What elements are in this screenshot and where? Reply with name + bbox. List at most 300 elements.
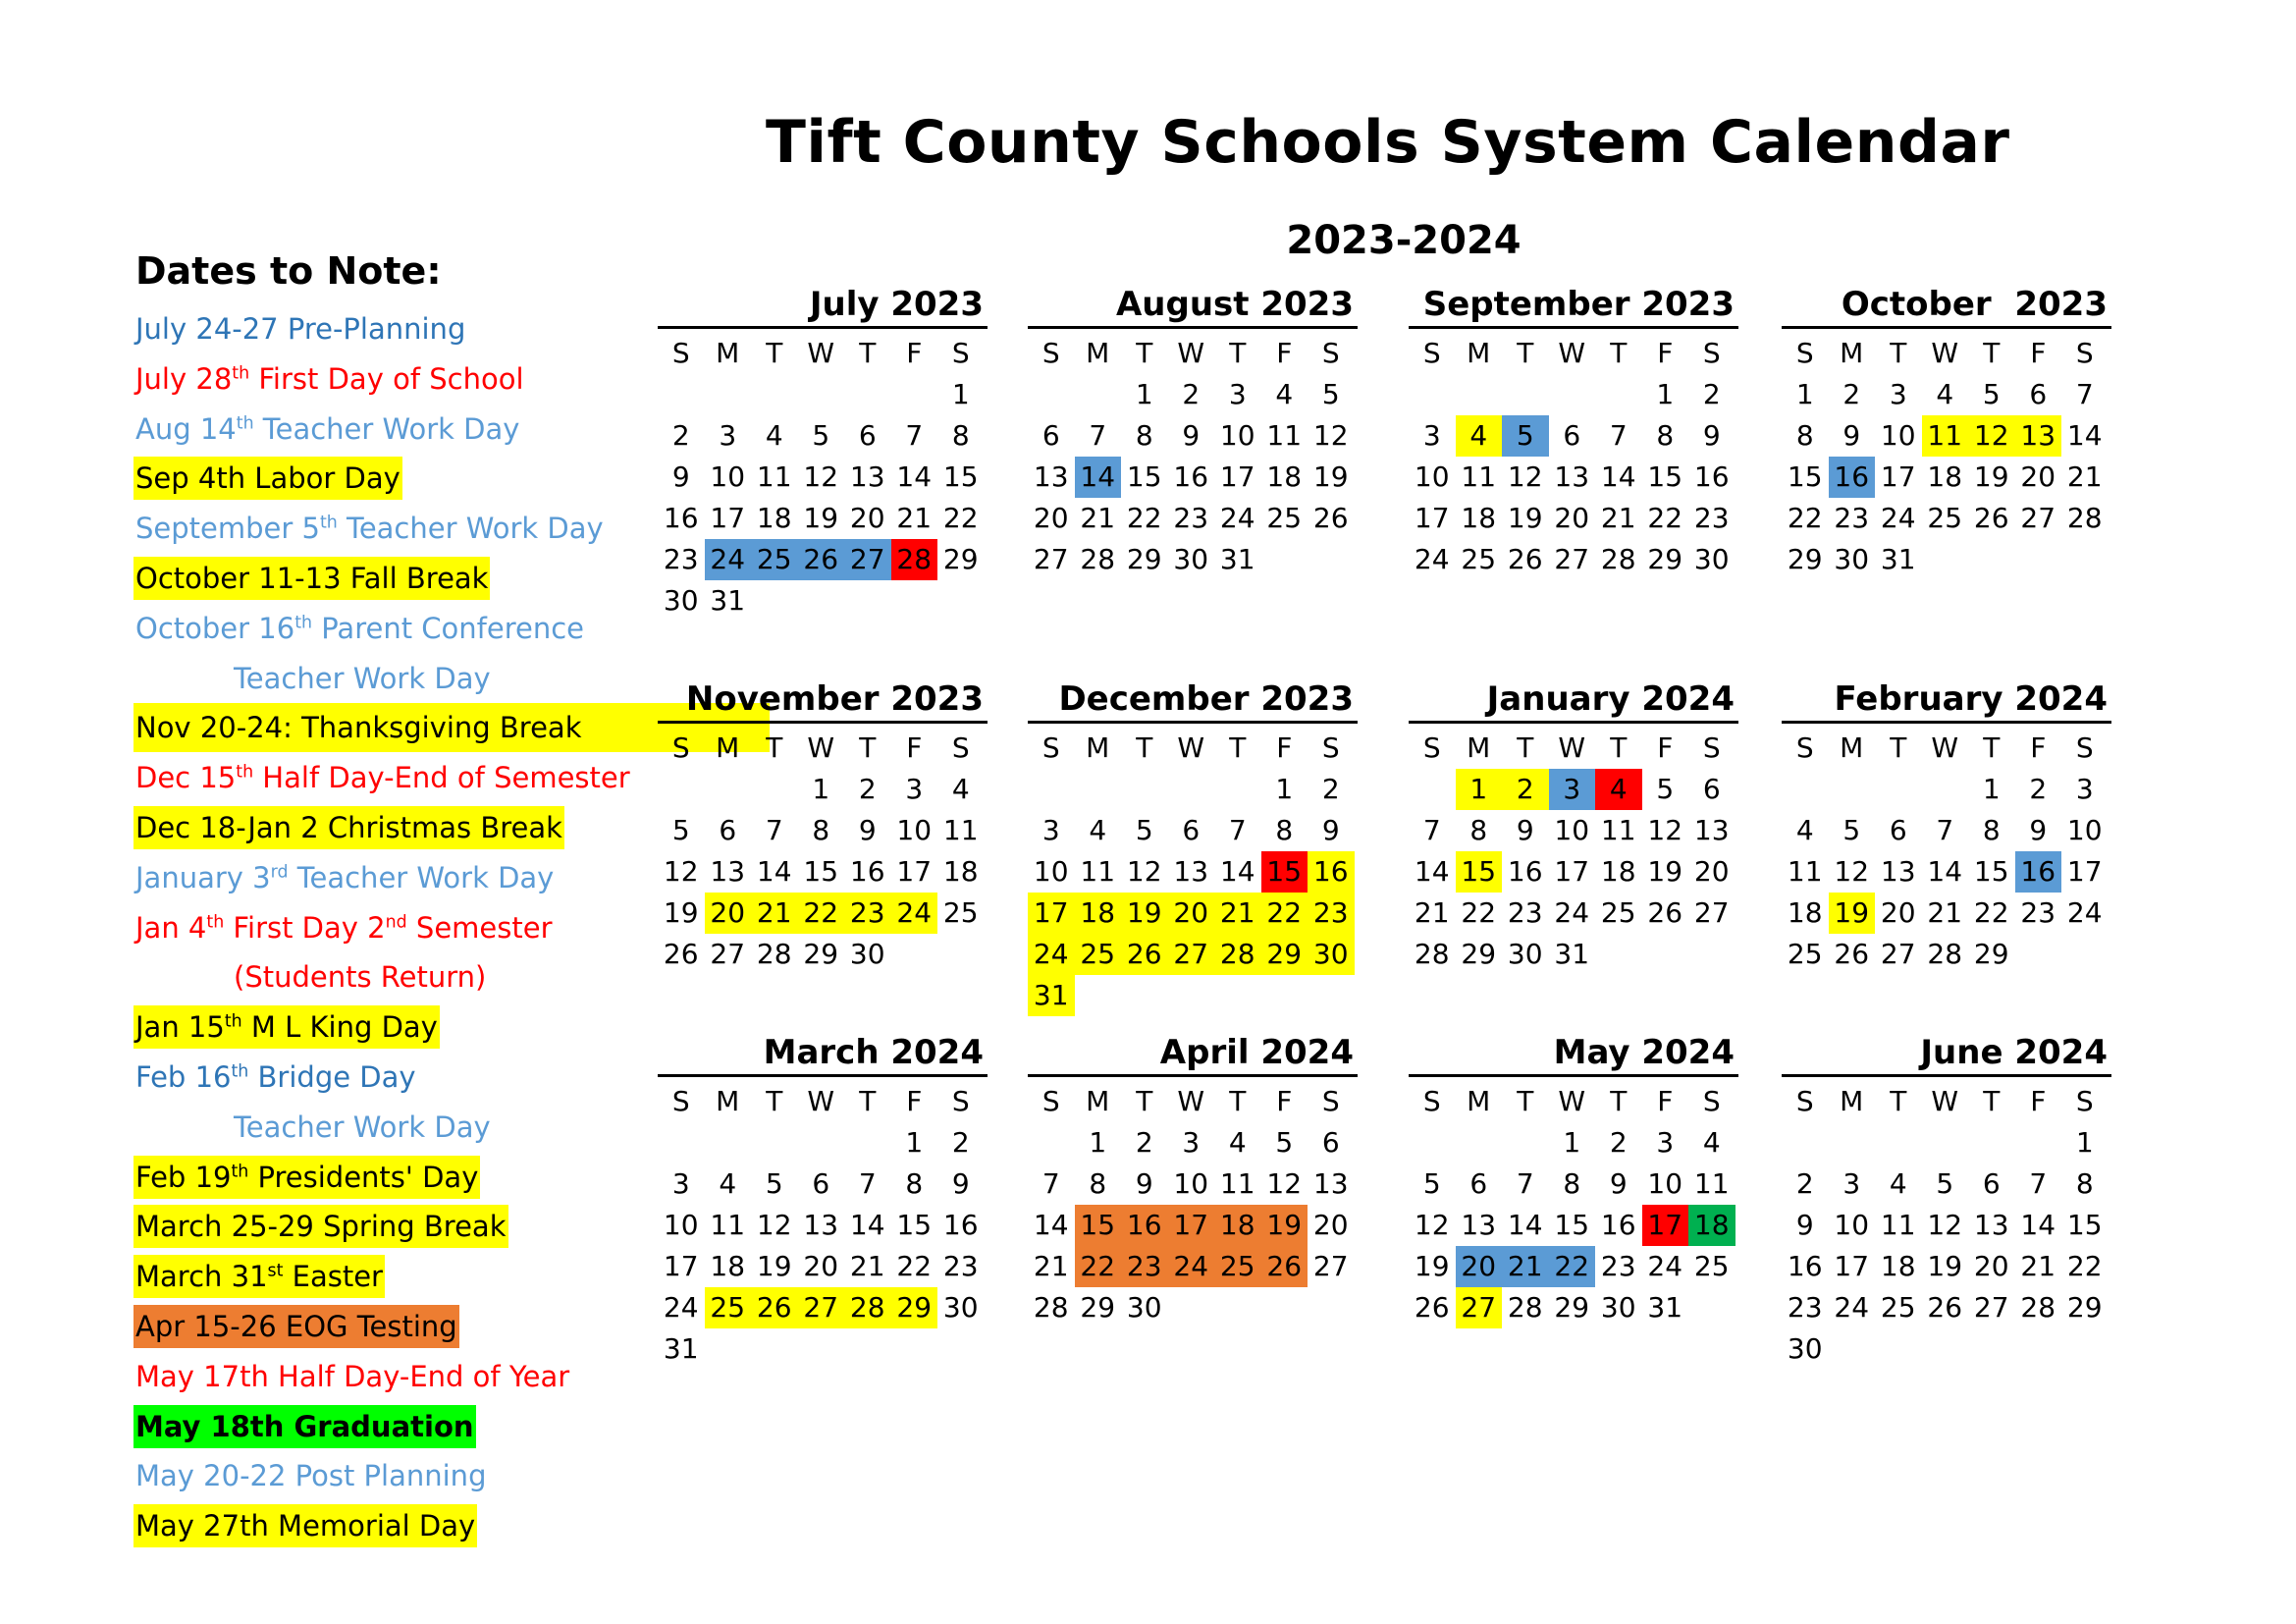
month-divider	[1028, 1074, 1358, 1077]
weekday-header: T	[859, 337, 877, 369]
weekday-header: F	[1276, 337, 1293, 369]
day-cell: 26	[1507, 543, 1543, 575]
day-cell: 28	[2066, 502, 2103, 534]
month-day-grid	[1782, 333, 2111, 580]
day-cell: 21	[1600, 502, 1636, 534]
day-cell: 26	[1312, 502, 1349, 534]
month-day-grid	[1782, 1081, 2111, 1370]
note-text: May 17th Half Day-End of Year	[135, 1359, 570, 1393]
day-cell: 9	[1135, 1167, 1153, 1200]
day-cell: 31	[1219, 543, 1255, 575]
note-item	[133, 1202, 644, 1252]
highlighted-day-cell: 29	[891, 1287, 938, 1328]
day-cell: 17	[663, 1250, 699, 1282]
note-item	[133, 753, 644, 803]
empty-cell	[1875, 769, 1922, 810]
day-cell: 30	[849, 938, 885, 970]
note-text: Feb 16th Bridge Day	[135, 1059, 416, 1094]
weekday-header: M	[1086, 1085, 1110, 1117]
weekday-header: S	[951, 731, 970, 764]
day-cell: 17	[896, 855, 933, 888]
day-cell: 13	[1033, 460, 1069, 493]
month-divider	[658, 721, 988, 724]
month-day-grid	[1409, 333, 1738, 580]
day-cell: 24	[1554, 896, 1590, 929]
day-cell: 27	[1554, 543, 1590, 575]
empty-cell	[1782, 1122, 1829, 1164]
day-cell: 5	[1422, 1167, 1441, 1200]
empty-cell	[1595, 374, 1642, 415]
day-cell: 7	[1609, 419, 1628, 452]
day-cell: 13	[1693, 814, 1730, 846]
day-cell: 30	[1507, 938, 1543, 970]
day-cell: 18	[1266, 460, 1303, 493]
day-cell: 4	[1889, 1167, 1907, 1200]
day-cell: 16	[1693, 460, 1730, 493]
highlighted-day-cell: 14	[1075, 457, 1122, 498]
day-cell: 25	[1461, 543, 1497, 575]
day-cell: 10	[1554, 814, 1590, 846]
weekday-header: W	[807, 731, 835, 764]
day-cell: 9	[671, 460, 690, 493]
note-text: Jan 15th M L King Day	[133, 1005, 440, 1049]
month-calendar	[658, 285, 988, 622]
weekday-header: T	[766, 1085, 783, 1117]
day-cell: 12	[1834, 855, 1870, 888]
day-cell: 2	[671, 419, 690, 452]
day-cell: 6	[1563, 419, 1581, 452]
day-cell: 10	[1834, 1209, 1870, 1241]
weekday-header: S	[1041, 731, 1060, 764]
highlighted-day-cell: 15	[1456, 851, 1503, 893]
day-cell: 8	[905, 1167, 924, 1200]
day-cell: 24	[1647, 1250, 1683, 1282]
day-cell: 18	[756, 502, 792, 534]
weekday-header: M	[1467, 731, 1491, 764]
weekday-header: F	[906, 731, 923, 764]
day-cell: 5	[1135, 814, 1153, 846]
empty-cell	[751, 769, 798, 810]
weekday-header: T	[1517, 1085, 1534, 1117]
day-cell: 15	[1973, 855, 2009, 888]
weekday-header: T	[859, 731, 877, 764]
day-cell: 10	[2066, 814, 2103, 846]
highlighted-day-cell: 22	[1075, 1246, 1122, 1287]
day-cell: 19	[803, 502, 839, 534]
empty-cell	[1502, 374, 1549, 415]
weekday-header: S	[1321, 1085, 1340, 1117]
day-cell: 21	[1033, 1250, 1069, 1282]
empty-cell	[705, 374, 752, 415]
empty-cell	[658, 374, 705, 415]
day-cell: 11	[1080, 855, 1116, 888]
weekday-header: S	[1321, 731, 1340, 764]
weekday-header: T	[1983, 731, 2001, 764]
note-text: May 18th Graduation	[133, 1405, 476, 1448]
weekday-header: T	[1610, 337, 1628, 369]
day-cell: 31	[710, 584, 746, 617]
day-cell: 14	[1033, 1209, 1069, 1241]
highlighted-day-cell: 16	[1121, 1205, 1168, 1246]
weekday-header: M	[1467, 1085, 1491, 1117]
day-cell: 22	[942, 502, 979, 534]
month-divider	[658, 1074, 988, 1077]
empty-cell	[1549, 374, 1596, 415]
empty-cell	[1409, 1122, 1456, 1164]
weekday-header: M	[1467, 337, 1491, 369]
day-cell: 9	[951, 1167, 970, 1200]
empty-cell	[1968, 1122, 2015, 1164]
day-cell: 15	[1647, 460, 1683, 493]
empty-cell	[844, 1122, 891, 1164]
day-cell: 10	[896, 814, 933, 846]
highlighted-day-cell: 12	[1968, 415, 2015, 457]
day-cell: 28	[1927, 938, 1963, 970]
weekday-header: S	[1321, 337, 1340, 369]
month-day-grid	[1782, 728, 2111, 975]
day-cell: 7	[1516, 1167, 1534, 1200]
day-cell: 4	[951, 773, 970, 805]
day-cell: 3	[1656, 1126, 1675, 1159]
day-cell: 30	[1693, 543, 1730, 575]
day-cell: 20	[849, 502, 885, 534]
empty-cell	[751, 1122, 798, 1164]
day-cell: 12	[663, 855, 699, 888]
highlighted-day-cell: 25	[1075, 934, 1122, 975]
day-cell: 4	[1795, 814, 1814, 846]
weekday-header: T	[1136, 731, 1153, 764]
highlighted-day-cell: 20	[1456, 1246, 1503, 1287]
note-text: July 28th First Day of School	[135, 361, 524, 396]
highlighted-day-cell: 27	[1168, 934, 1215, 975]
weekday-header: T	[1890, 1085, 1907, 1117]
note-item	[133, 504, 644, 554]
day-cell: 7	[1422, 814, 1441, 846]
weekday-header: F	[1657, 1085, 1674, 1117]
day-cell: 29	[1647, 543, 1683, 575]
day-cell: 26	[1927, 1291, 1963, 1324]
day-cell: 19	[1507, 502, 1543, 534]
empty-cell	[891, 374, 938, 415]
day-cell: 5	[671, 814, 690, 846]
highlighted-day-cell: 3	[1549, 769, 1596, 810]
day-cell: 29	[2066, 1291, 2103, 1324]
day-cell: 10	[1219, 419, 1255, 452]
day-cell: 20	[1880, 896, 1916, 929]
empty-cell	[1782, 769, 1829, 810]
highlighted-day-cell: 31	[1028, 975, 1075, 1016]
day-cell: 19	[1312, 460, 1349, 493]
dates-to-note-list	[133, 304, 644, 1551]
note-item	[133, 1252, 644, 1302]
day-cell: 2	[951, 1126, 970, 1159]
highlighted-day-cell: 15	[1261, 851, 1308, 893]
note-item	[133, 354, 644, 405]
month-day-grid	[1409, 728, 1738, 975]
day-cell: 17	[1834, 1250, 1870, 1282]
weekday-header: F	[1657, 731, 1674, 764]
highlighted-day-cell: 28	[891, 539, 938, 580]
day-cell: 14	[1927, 855, 1963, 888]
day-cell: 19	[1647, 855, 1683, 888]
highlighted-day-cell: 22	[798, 893, 845, 934]
dates-to-note-heading: Dates to Note:	[135, 249, 442, 293]
day-cell: 15	[1126, 460, 1162, 493]
day-cell: 16	[942, 1209, 979, 1241]
day-cell: 8	[2075, 1167, 2094, 1200]
note-item	[133, 952, 644, 1002]
weekday-header: S	[951, 337, 970, 369]
highlighted-day-cell: 22	[1261, 893, 1308, 934]
day-cell: 6	[1182, 814, 1201, 846]
empty-cell	[1075, 374, 1122, 415]
day-cell: 3	[1422, 419, 1441, 452]
empty-cell	[1829, 1122, 1876, 1164]
day-cell: 18	[710, 1250, 746, 1282]
note-text: Jan 4th First Day 2nd Semester	[135, 910, 553, 945]
day-cell: 8	[1795, 419, 1814, 452]
day-cell: 16	[1787, 1250, 1823, 1282]
day-cell: 8	[1563, 1167, 1581, 1200]
empty-cell	[1922, 769, 1969, 810]
day-cell: 11	[1787, 855, 1823, 888]
day-cell: 6	[2029, 378, 2048, 410]
weekday-header: S	[1795, 1085, 1814, 1117]
month-divider	[1782, 721, 2111, 724]
day-cell: 15	[2066, 1209, 2103, 1241]
note-item	[133, 304, 644, 354]
day-cell: 26	[1834, 938, 1870, 970]
day-cell: 17	[1414, 502, 1450, 534]
day-cell: 18	[1600, 855, 1636, 888]
day-cell: 23	[942, 1250, 979, 1282]
weekday-header: T	[766, 731, 783, 764]
day-cell: 8	[812, 814, 830, 846]
day-cell: 21	[2020, 1250, 2056, 1282]
day-cell: 27	[1693, 896, 1730, 929]
month-calendar	[1028, 679, 1358, 1016]
day-cell: 3	[719, 419, 737, 452]
weekday-header: F	[906, 1085, 923, 1117]
day-cell: 24	[1834, 1291, 1870, 1324]
day-cell: 2	[1842, 378, 1861, 410]
month-title: December 2023	[1058, 679, 1354, 719]
day-cell: 25	[1600, 896, 1636, 929]
highlighted-day-cell: 26	[751, 1287, 798, 1328]
day-cell: 11	[1266, 419, 1303, 452]
day-cell: 1	[1795, 378, 1814, 410]
month-divider	[1409, 1074, 1738, 1077]
weekday-header: S	[2075, 1085, 2094, 1117]
weekday-header: M	[716, 1085, 740, 1117]
day-cell: 19	[1927, 1250, 1963, 1282]
month-title: January 2024	[1486, 679, 1735, 719]
note-text: Dec 18-Jan 2 Christmas Break	[133, 806, 564, 849]
day-cell: 31	[1880, 543, 1916, 575]
day-cell: 23	[1693, 502, 1730, 534]
day-cell: 11	[1600, 814, 1636, 846]
highlighted-day-cell: 2	[1502, 769, 1549, 810]
day-cell: 19	[1414, 1250, 1450, 1282]
highlighted-day-cell: 4	[1595, 769, 1642, 810]
highlighted-day-cell: 16	[1829, 457, 1876, 498]
day-cell: 18	[1787, 896, 1823, 929]
month-calendar	[1409, 679, 1738, 975]
month-divider	[1409, 721, 1738, 724]
day-cell: 13	[710, 855, 746, 888]
weekday-header: W	[1558, 1085, 1586, 1117]
weekday-header: F	[2030, 731, 2047, 764]
day-cell: 1	[1982, 773, 2001, 805]
empty-cell	[1028, 374, 1075, 415]
empty-cell	[1028, 769, 1075, 810]
day-cell: 13	[1554, 460, 1590, 493]
empty-cell	[751, 374, 798, 415]
weekday-header: W	[1177, 1085, 1205, 1117]
day-cell: 23	[663, 543, 699, 575]
day-cell: 8	[951, 419, 970, 452]
highlighted-day-cell: 21	[1214, 893, 1261, 934]
day-cell: 30	[1787, 1332, 1823, 1365]
day-cell: 3	[2075, 773, 2094, 805]
weekday-header: F	[2030, 1085, 2047, 1117]
day-cell: 24	[1414, 543, 1450, 575]
month-title: June 2024	[1920, 1033, 2108, 1072]
day-cell: 11	[1693, 1167, 1730, 1200]
day-cell: 2	[858, 773, 877, 805]
day-cell: 29	[803, 938, 839, 970]
day-cell: 14	[1600, 460, 1636, 493]
note-item	[133, 1501, 644, 1551]
day-cell: 1	[1135, 378, 1153, 410]
note-text: Dec 15th Half Day-End of Semester	[135, 761, 630, 795]
day-cell: 22	[1126, 502, 1162, 534]
day-cell: 6	[1982, 1167, 2001, 1200]
day-cell: 10	[1647, 1167, 1683, 1200]
day-cell: 22	[2066, 1250, 2103, 1282]
weekday-header: S	[1702, 1085, 1721, 1117]
highlighted-day-cell: 23	[1308, 893, 1355, 934]
weekday-header: T	[1890, 731, 1907, 764]
month-title: September 2023	[1422, 285, 1735, 324]
weekday-header: S	[1422, 1085, 1441, 1117]
highlighted-day-cell: 26	[1261, 1246, 1308, 1287]
day-cell: 14	[1507, 1209, 1543, 1241]
highlighted-day-cell: 4	[1456, 415, 1503, 457]
day-cell: 30	[663, 584, 699, 617]
highlighted-day-cell: 19	[1121, 893, 1168, 934]
highlighted-day-cell: 27	[798, 1287, 845, 1328]
day-cell: 18	[1461, 502, 1497, 534]
weekday-header: F	[1276, 731, 1293, 764]
month-title: March 2024	[763, 1033, 984, 1072]
empty-cell	[1214, 769, 1261, 810]
day-cell: 15	[1787, 460, 1823, 493]
day-cell: 7	[1089, 419, 1107, 452]
day-cell: 8	[1089, 1167, 1107, 1200]
day-cell: 25	[1693, 1250, 1730, 1282]
weekday-header: M	[1086, 731, 1110, 764]
empty-cell	[705, 769, 752, 810]
month-calendar	[658, 1033, 988, 1370]
day-cell: 27	[1973, 1291, 2009, 1324]
day-cell: 6	[1702, 773, 1721, 805]
day-cell: 24	[663, 1291, 699, 1324]
day-cell: 3	[905, 773, 924, 805]
day-cell: 6	[719, 814, 737, 846]
weekday-header: W	[1931, 1085, 1959, 1117]
month-title: February 2024	[1834, 679, 2108, 719]
note-item	[133, 1153, 644, 1203]
day-cell: 28	[756, 938, 792, 970]
weekday-header: T	[1229, 337, 1247, 369]
empty-cell	[2015, 1122, 2062, 1164]
month-calendar	[658, 679, 988, 975]
day-cell: 27	[1312, 1250, 1349, 1282]
day-cell: 23	[1173, 502, 1209, 534]
empty-cell	[1875, 1122, 1922, 1164]
weekday-header: T	[1517, 731, 1534, 764]
day-cell: 28	[1507, 1291, 1543, 1324]
day-cell: 26	[1647, 896, 1683, 929]
weekday-header: W	[807, 1085, 835, 1117]
highlighted-day-cell: 24	[1168, 1246, 1215, 1287]
weekday-header: M	[1840, 337, 1864, 369]
day-cell: 15	[803, 855, 839, 888]
day-cell: 19	[1973, 460, 2009, 493]
day-cell: 20	[1973, 1250, 2009, 1282]
day-cell: 14	[1414, 855, 1450, 888]
empty-cell	[1028, 1122, 1075, 1164]
weekday-header: T	[1517, 337, 1534, 369]
day-cell: 17	[1880, 460, 1916, 493]
month-calendar	[1409, 285, 1738, 580]
highlighted-day-cell: 11	[1922, 415, 1969, 457]
day-cell: 12	[1927, 1209, 1963, 1241]
highlighted-day-cell: 18	[1214, 1205, 1261, 1246]
weekday-header: S	[1422, 337, 1441, 369]
day-cell: 21	[1414, 896, 1450, 929]
day-cell: 20	[1693, 855, 1730, 888]
highlighted-day-cell: 26	[798, 539, 845, 580]
day-cell: 1	[812, 773, 830, 805]
day-cell: 12	[1126, 855, 1162, 888]
weekday-header: S	[1041, 337, 1060, 369]
dates-to-note-panel	[133, 245, 644, 1551]
note-text: Aug 14th Teacher Work Day	[135, 411, 520, 446]
highlighted-day-cell: 24	[1028, 934, 1075, 975]
day-cell: 9	[1516, 814, 1534, 846]
highlighted-day-cell: 20	[705, 893, 752, 934]
day-cell: 1	[905, 1126, 924, 1159]
day-cell: 5	[1275, 1126, 1294, 1159]
day-cell: 31	[663, 1332, 699, 1365]
empty-cell	[1456, 374, 1503, 415]
day-cell: 19	[756, 1250, 792, 1282]
day-cell: 27	[1880, 938, 1916, 970]
day-cell: 9	[858, 814, 877, 846]
day-cell: 21	[1080, 502, 1116, 534]
day-cell: 24	[2066, 896, 2103, 929]
day-cell: 10	[663, 1209, 699, 1241]
weekday-header: S	[2075, 337, 2094, 369]
weekday-header: S	[671, 337, 690, 369]
day-cell: 16	[849, 855, 885, 888]
day-cell: 1	[1656, 378, 1675, 410]
day-cell: 5	[1982, 378, 2001, 410]
note-item	[133, 1402, 644, 1452]
highlighted-day-cell: 16	[1308, 851, 1355, 893]
